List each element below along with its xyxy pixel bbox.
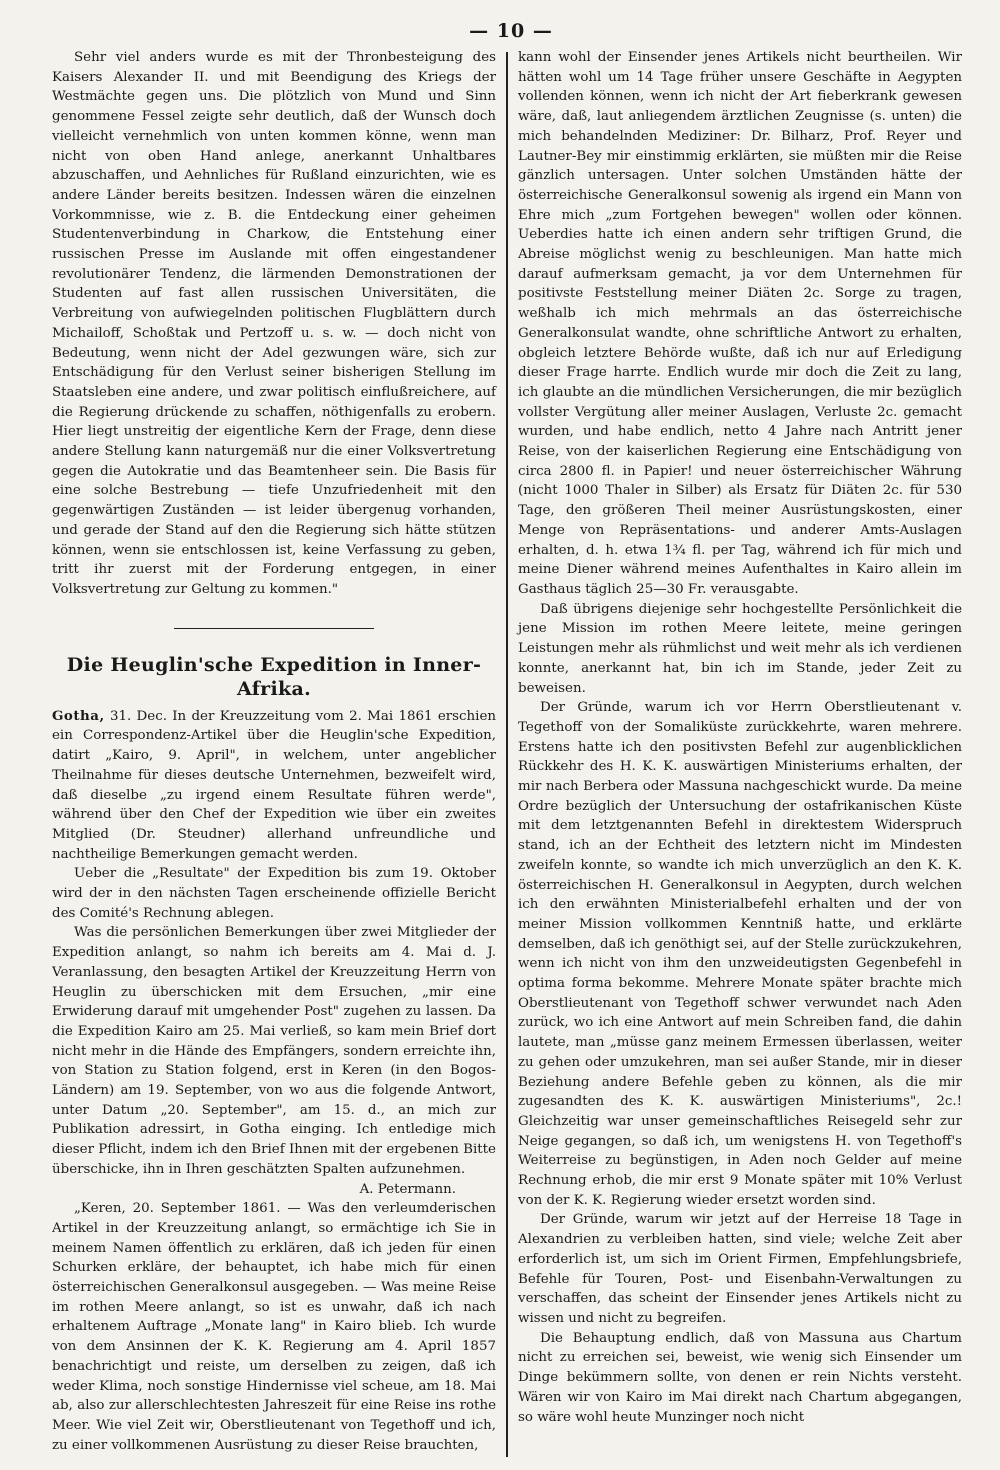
letter-paragraph: Der Gründe, warum wir jetzt auf der Herreise 18 Tage in Alexandrien zu verbleiben hatten, sind viele; welche Zeit aber erforderlich ist, um sich im Orient Firmen, Empfehlungsbriefe, Befehle für Touren, Post- und Eisenbahn-Verwaltungen zu verschaffen, das scheint der Einsender jenes Artikels nicht zu wissen und nicht zu begreifen.	[518, 1212, 962, 1326]
left-column	[52, 48, 506, 1458]
article-paragraph-text: 31. Dec. In der Kreuzzeitung vom 2. Mai 1861 erschien ein Correspondenz-Artikel über die Heuglin'sche Expedition, datirt „Kairo, 9. April", in welchem, unter angeblicher Theilnahme für dieses deutsche Unternehmen, bezweifelt wird, daß dieselbe „zu irgend einem Resultate führen werde", während über den Chef der Expedition wie über ein zweites Mitglied (Dr. Steudner) allerhand unfreundliche und nachtheilige Bemerkungen gemacht werden.	[52, 708, 496, 862]
signature: A. Petermann.	[359, 1181, 456, 1197]
article-paragraph	[52, 707, 496, 865]
article-paragraph: Ueber die „Resultate" der Expedition bis zum 19. Oktober wird der in den nächsten Tagen erscheinende offizielle Bericht des Comité's Rechnung ablegen.	[52, 866, 496, 921]
letter-paragraph: Die Behauptung endlich, daß von Massuna aus Chartum nicht zu erreichen sei, beweist, wie wenig sich Einsender um Dinge bekümmern sollte, von denen er rein Nichts versteht. Wären wir von Kairo im Mai direkt nach Chartum abgegangen, so wäre wohl heute Munzinger noch nicht	[518, 1330, 962, 1425]
page-number: — 10 —	[469, 20, 553, 42]
dateline: Gotha,	[52, 707, 105, 724]
article-paragraph: Sehr viel anders wurde es mit der Thronbesteigung des Kaisers Alexander II. und mit Beendigung des Kriegs der Westmächte gegen uns. Die plötzlich von Mund und Sinn genommene Fessel zeigte sehr deutlich, daß der Wunsch doch vielleicht vernehmlich von unten kommen könne, wenn man nicht von oben Hand anlege, anerkannt Unhaltbares abzuschaffen, und Aehnliches für Rußland einzurichten, wie es andere Länder bereits besitzen. Indessen wären die einzelnen Vorkommnisse, wie z. B. die Entdeckung einer geheimen Studentenverbindung in Charkow, die Entstehung einer russischen Presse im Auslande mit offen eingestandener revolutionärer Tendenz, die lärmenden Demonstrationen der Studenten auf fast allen russischen Universitäten, die Verbreitung von aufwiegelnden politischen Flugblättern durch Michailoff, Schoßtak und Pertzoff u. s. w. — doch nicht von Bedeutung, wenn nicht der Adel gezwungen wäre, sich zur Entschädigung für den Verlust seiner bisherigen Stellung im Staatsleben eine andere, und zwar politisch einflußreichere, auf die Regierung drückende zu schaffen, nöthigenfalls zu erobern. Hier liegt unstreitig der eigentliche Kern der Frage, denn diese andere Stellung kann naturgemäß nur die einer Volksvertretung gegen die Autokratie und das Beamtenheer sein. Die Basis für eine solche Bestrebung — tiefe Unzufriedenheit mit den gegenwärtigen Zuständen — ist leider übergenug vorhanden, und gerade der Stand auf den die Regierung sich hätte stützen können, wenn sie entschlossen ist, keine Verfassung zu geben, tritt ihr zuerst mit der Forderung entgegen, in einer Volksvertretung zur Geltung zu kommen."	[52, 50, 496, 597]
article-headline: Die Heuglin'sche Expedition in Inner-Afrika.	[66, 653, 482, 700]
letter-paragraph: Daß übrigens diejenige sehr hochgestellte Persönlichkeit die jene Mission im rothen Meere leitete, meine geringen Leistungen mehr als rühmlichst und weit mehr als ich verdienen konnte, anerkannt hat, bin ich im Stande, jeder Zeit zu beweisen.	[518, 601, 962, 696]
letter-paragraph: Der Gründe, warum ich vor Herrn Oberstlieutenant v. Tegethoff von der Somaliküste zurückkehrte, waren mehrere. Erstens hatte ich den positivsten Befehl zur augenblicklichen Rückkehr des H. K. K. auswärtigen Ministeriums erhalten, der mir nach Berbera oder Massuna nachgeschickt wurde. Da meine Ordre bezüglich der Untersuchung der ostafrikanischen Küste mit dem letztgenannten Befehl in direktestem Widerspruch stand, ich an der Echtheit des letztern nicht im Mindesten zweifeln konnte, so wandte ich mich unverzüglich an den K. K. österreichischen H. Generalkonsul in Aegypten, durch welchen ich den erwähnten Ministerialbefehl erhalten und der von meiner Mission vollkommen Kenntniß hatte, und erklärte demselben, daß ich genöthigt sei, auf der Stelle zurückzukehren, wenn ich nicht von ihm den unzweideutigsten Gegenbefehl in optima forma bekomme. Mehrere Monate später brachte mich Oberstlieutenant von Tegethoff schwer verwundet nach Aden zurück, wo ich eine Antwort auf mein Schreiben fand, die dahin lautete, man „müsse ganz meinem Ermessen überlassen, weiter zu gehen oder umzukehren, man sei außer Stande, mir in dieser Beziehung andere Befehle geben zu können, als die mir zugesandten des K. K. auswärtigen Ministeriums", 2c.! Gleichzeitig war unser gemeinschaftliches Reisegeld sehr zur Neige gegangen, so daß ich, um wenigstens H. von Tegethoff's Weiterreise zu begünstigen, in Aden noch Gelder auf meine Rechnung erhob, die mir erst 9 Monate später mit 10% Verlust von der K. K. Regierung wieder ersetzt worden sind.	[518, 700, 962, 1208]
letter-paragraph: „Keren, 20. September 1861. — Was den verleumderischen Artikel in der Kreuzzeitung anlangt, so ermächtige ich Sie in meinem Namen öffentlich zu erklären, daß ich jeden für einen Schurken erkläre, der behauptet, ich habe mich für einen österreichischen Generalkonsul ausgegeben. — Was meine Reise im rothen Meere anlangt, so ist es unwahr, daß ich nach erhaltenem Auftrage „Monate lang" in Kairo blieb. Ich wurde von dem Ansinnen der K. K. Regierung am 4. April 1857 benachrichtigt und reiste, um derselben zu zeigen, daß ich weder Klima, noch sonstige Hindernisse viel scheue, am 18. Mai ab, also zur allerschlechtesten Jahreszeit für eine Reise ins rothe Meer. Wie viel Zeit wir, Oberstlieutenant von Tegethoff und ich, zu einer vollkommenen Ausrüstung zu dieser Reise brauchten,	[52, 1201, 496, 1453]
two-column-layout	[52, 48, 970, 1458]
article-paragraph: Was die persönlichen Bemerkungen über zwei Mitglieder der Expedition anlangt, so nahm ich bereits am 4. Mai d. J. Veranlassung, den besagten Artikel der Kreuzzeitung Herrn von Heuglin zu überschicken mit dem Ersuchen, „mir eine Erwiderung darauf mit umgehender Post" zugehen zu lassen. Da die Expedition Kairo am 25. Mai verließ, so kam mein Brief dort nicht mehr in die Hände des Empfängers, sondern erreichte ihn, von Station zu Station folgend, erst in Keren (in den Bogos-Ländern) am 19. September, von wo aus die folgende Antwort, unter Datum „20. September", am 15. d., an mich zur Publikation adressirt, in Gotha einging. Ich entledige mich dieser Pflicht, indem ich den Brief Ihnen mit der ergebenen Bitte überschicke, ihn in Ihren geschätzten Spalten aufzunehmen.	[52, 925, 496, 1177]
letter-paragraph: kann wohl der Einsender jenes Artikels nicht beurtheilen. Wir hätten wohl um 14 Tage früher unsere Geschäfte in Aegypten vollenden können, wenn ich nicht der Art fieberkrank gewesen wäre, daß, laut anliegendem ärztlichen Zeugnisse (s. unten) die mich behandelnden Mediziner: Dr. Bilharz, Prof. Reyer und Lautner-Bey mir einstimmig erklärten, sie müßten mir die Reise gänzlich untersagen. Unter solchen Umständen hätte der österreichische Generalkonsul sowenig als irgend ein Mann von Ehre mich „zum Fortgehen bewegen" wollen oder können. Ueberdies hatte ich einen andern sehr triftigen Grund, die Abreise möglichst wenig zu beschleunigen. Man hatte mich darauf aufmerksam gemacht, ja vor dem Unternehmen für positivste Feststellung meiner Diäten 2c. Sorge zu tragen, weßhalb ich mich mehrmals an das österreichische Generalkonsulat wandte, ohne schriftliche Antwort zu erhalten, obgleich letztere Behörde wußte, daß ich nur auf Erledigung dieser Frage harrte. Endlich wurde mir doch die Zeit zu lang, ich glaubte an die mündlichen Versicherungen, die mir bezüglich vollster Vergütung aller meiner Auslagen, Verluste 2c. gemacht wurden, und habe endlich, netto 4 Jahre nach Antritt jener Reise, von der kaiserlichen Regierung eine Entschädigung von circa 2800 fl. in Papier! und neuer österreichischer Währung (nicht 1000 Thaler in Silber) als Ersatz für Diäten 2c. für 530 Tage, den größeren Theil meiner Ausrüstungskosten, einer Menge von Repräsentations- und anderer Amts-Auslagen erhalten, d. h. etwa 1¾ fl. per Tag, während ich für mich und meine Diener während meines Aufenthaltes in Kairo allein im Gasthaus täglich 25—30 Fr. verausgabte.	[518, 50, 962, 597]
section-divider	[174, 628, 374, 629]
right-column	[508, 48, 962, 1458]
